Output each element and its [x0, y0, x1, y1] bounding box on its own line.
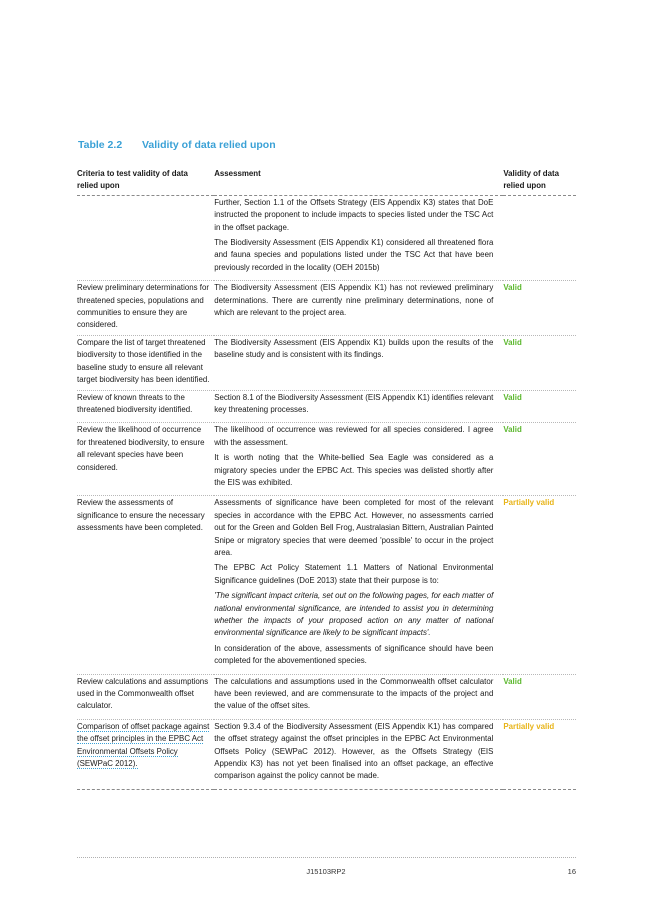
- validity-cell: [503, 335, 576, 390]
- table-row: [77, 281, 576, 336]
- table-body: [77, 195, 576, 789]
- validity-status-badge: Valid: [503, 337, 522, 347]
- table-header-row: [77, 166, 576, 195]
- validity-status-badge: Partially valid: [503, 721, 555, 731]
- assessment-paragraph: Section 8.1 of the Biodiversity Assessment (EIS Appendix K1) identifies relevant key threatening processes.: [214, 392, 494, 414]
- validity-cell: [503, 674, 576, 719]
- table-row: [77, 496, 576, 674]
- assessment-cell: [214, 195, 503, 280]
- footer-divider: [77, 857, 576, 858]
- assessment-paragraph: The Biodiversity Assessment (EIS Appendix K1) builds upon the results of the baseline study and is consistent with its findings.: [214, 337, 494, 360]
- validity-cell: [503, 423, 576, 496]
- header-validity: Validity of data relied upon: [503, 166, 576, 195]
- validity-status-badge: Valid: [503, 425, 522, 435]
- assessment-paragraph: Assessments of significance have been completed for most of the relevant species in accordance with the EPBC Act. However, no assessments carried out for the Green and Golden Bell Frog, Australasian Bittern, Australian Painted Snipe or migratory species that were deemed 'possible' to occur in the project area.: [214, 498, 494, 557]
- criteria-cell: Review of known threats to the threatened biodiversity identified.: [77, 390, 214, 423]
- validity-status-badge: Valid: [503, 392, 522, 402]
- assessment-cell: [214, 496, 503, 674]
- table-row: [77, 335, 576, 390]
- criteria-cell: Review preliminary determinations for threatened species, populations and communities to ensure they are considered.: [77, 281, 214, 336]
- assessment-cell: [214, 423, 503, 496]
- criteria-cell: [77, 719, 214, 789]
- validity-cell: [503, 390, 576, 423]
- assessment-paragraph: The likelihood of occurrence was reviewed for all species considered. I agree with the assessment.: [214, 425, 494, 447]
- validity-status-badge: Valid: [503, 283, 522, 293]
- table-number: Table 2.2: [78, 139, 123, 151]
- validity-cell: [503, 719, 576, 789]
- table-title: Validity of data relied upon: [142, 139, 276, 151]
- assessment-paragraph: Section 9.3.4 of the Biodiversity Assessment (EIS Appendix K1) has compared the offset strategy against the offset principles in the EPBC Act Environmental Offsets Policy (SEWPaC 2012). However, as the Offsets Strategy (EIS Appendix K3) has not yet been finalised into an offset package, an effective comparison against the policy cannot be made.: [214, 721, 494, 781]
- table-row: [77, 390, 576, 423]
- assessment-paragraph: In consideration of the above, assessments of significance should have been completed for the abovementioned species.: [214, 643, 494, 666]
- assessment-cell: [214, 335, 503, 390]
- assessment-cell: [214, 281, 503, 336]
- validity-table: [77, 166, 576, 790]
- table-caption: [78, 139, 276, 151]
- table-row: [77, 719, 576, 789]
- validity-cell: [503, 496, 576, 674]
- assessment-paragraph: The Biodiversity Assessment (EIS Appendix K1) has not reviewed preliminary determinations. There are currently nine preliminary determinations, none of which are relevant to the project area.: [214, 283, 494, 318]
- header-assessment: Assessment: [214, 166, 503, 195]
- assessment-paragraph: It is worth noting that the White-bellied Sea Eagle was considered as a migratory species under the EPBC Act. This species was delisted shortly after the EIS was exhibited.: [214, 453, 494, 487]
- assessment-paragraph: 'The significant impact criteria, set out on the following pages, for each matter of national environmental significance, are intended to assist you in determining whether the impacts of your proposed action on any matter of national environmental significance are likely to be significant impacts'.: [214, 591, 494, 638]
- table-row: [77, 423, 576, 496]
- assessment-cell: [214, 674, 503, 719]
- assessment-cell: [214, 719, 503, 789]
- assessment-paragraph: Further, Section 1.1 of the Offsets Strategy (EIS Appendix K3) states that DoE instructed the proponent to include impacts to species listed under the TSC Act in the offset package.: [214, 197, 494, 232]
- criteria-cell: [77, 195, 214, 280]
- table-row: [77, 674, 576, 719]
- criteria-cell: Review the assessments of significance to ensure the necessary assessments have been completed.: [77, 496, 214, 674]
- assessment-paragraph: The Biodiversity Assessment (EIS Appendix K1) considered all threatened flora and fauna species and populations listed under the TSC Act that have been previously recorded in the locality (OEH 2015b): [214, 238, 494, 272]
- criteria-cell: Review the likelihood of occurrence for threatened biodiversity, to ensure all relevant species have been considered.: [77, 423, 214, 496]
- header-criteria: Criteria to test validity of data relied upon: [77, 166, 214, 195]
- validity-status-badge: Valid: [503, 676, 522, 686]
- footer-document-code: J15103RP2: [306, 867, 346, 876]
- table-row: [77, 195, 576, 280]
- criteria-cell: Compare the list of target threatened biodiversity to those identified in the baseline study to ensure all relevant target biodiversity has been identified.: [77, 335, 214, 390]
- assessment-cell: [214, 390, 503, 423]
- assessment-paragraph: The calculations and assumptions used in the Commonwealth offset calculator have been reviewed, and are commensurate to the impacts of the project and the value of the offset sites.: [214, 676, 494, 711]
- validity-cell: [503, 281, 576, 336]
- validity-cell: [503, 195, 576, 280]
- assessment-paragraph: The EPBC Act Policy Statement 1.1 Matters of National Environmental Significance guidelines (DoE 2013) state that their purpose is to:: [214, 563, 494, 585]
- validity-status-badge: Partially valid: [503, 498, 555, 508]
- footer-page-number: 16: [567, 867, 576, 876]
- criteria-text: Comparison of offset package against the offset principles in the EPBC Act Environmental Offsets Policy (SEWPaC 2012).: [77, 721, 210, 769]
- criteria-cell: Review calculations and assumptions used in the Commonwealth offset calculator.: [77, 674, 214, 719]
